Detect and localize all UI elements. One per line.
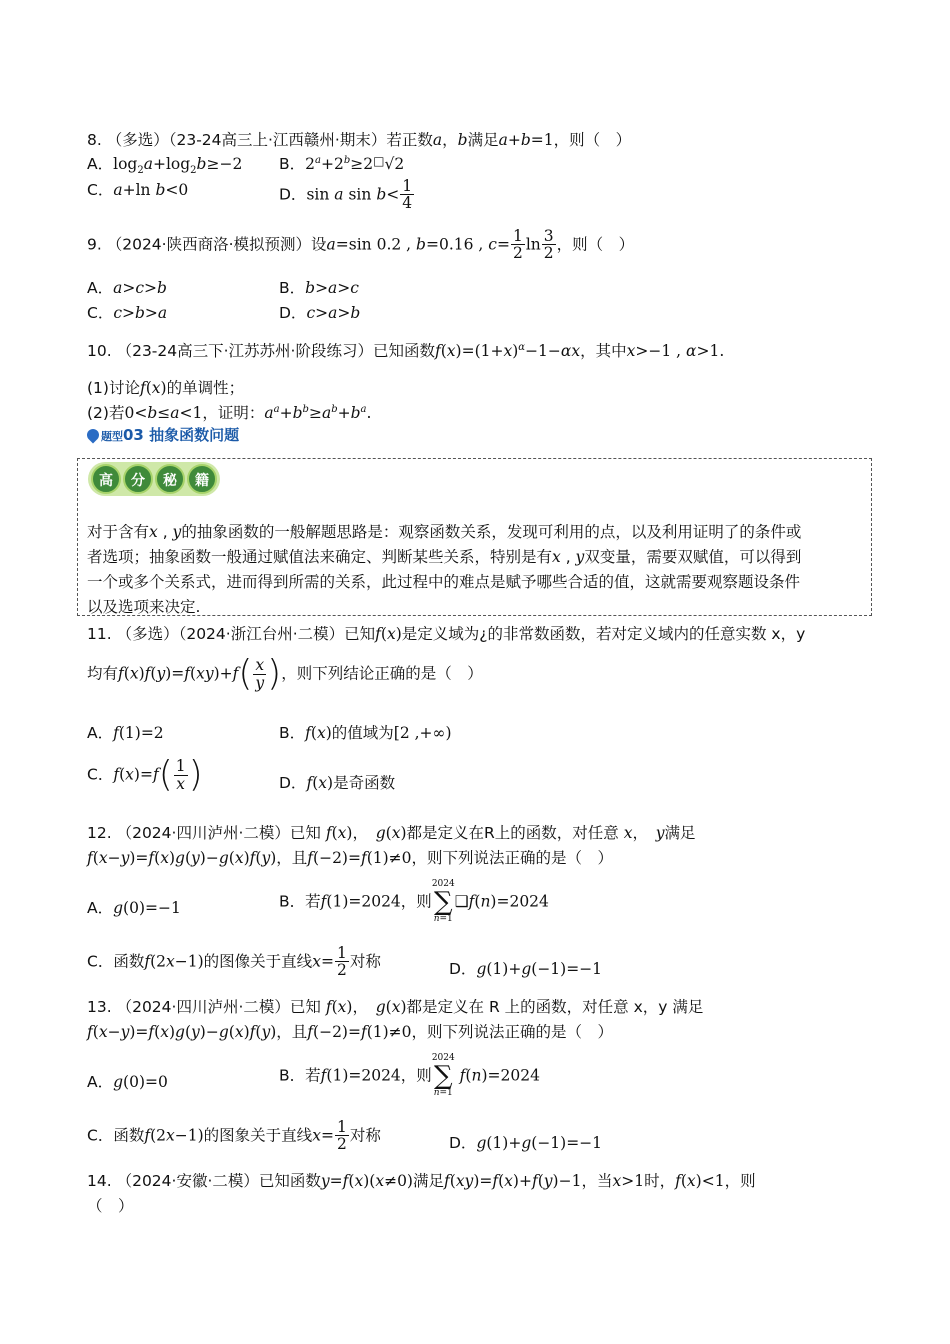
q9-option-d: D．c>a>b — [279, 304, 361, 322]
q13-option-c: C．函数f(2x−1)的图象关于直线x= $\frac{1}{2}$ 对称 — [87, 1118, 381, 1154]
badge-gao: 高 — [91, 464, 121, 494]
q10-stem: 10. （23-24高三下·江苏苏州·阶段练习）已知函数$f(x)=(1+x)^\alpha-1-\alpha x$，其中x>−1 , α>1. — [87, 342, 725, 360]
tips-line-4: 以及选项来决定. — [87, 598, 201, 616]
q9-option-b: B．b>a>c — [279, 279, 359, 297]
q12-option-b: B．若f(1)=2024，则 2024 ∑ n=1 ❑f(n)=2024 — [279, 879, 549, 924]
q12-stem-line2: f(x−y)=f(x)g(y)−g(x)f(y)，且f(−2)=f(1)≠0，则下列说法正确的是（ ） — [87, 849, 614, 867]
q8-option-b: B．$2^a+2^b\ge 2^□√2$ — [279, 154, 405, 173]
tips-line-1: 对于含有x , y的抽象函数的一般解题思路是：观察函数关系，发现可利用的点，以及利用证明了的条件或 — [87, 523, 802, 541]
q9-stem: 9. （2024·陕西商洛·模拟预测）设a=sin 0.2 , b=0.16 , c= $\frac{1}{2}$ ln $\frac{3}{2}$ ，则（ ） — [87, 227, 635, 263]
q9-option-c: C．c>b>a — [87, 304, 168, 322]
q12-option-d: D．g(1)+g(−1)=−1 — [449, 960, 603, 978]
q13-option-d: D．g(1)+g(−1)=−1 — [449, 1134, 603, 1152]
q10-part1: (1)讨论f(x)的单调性； — [87, 379, 245, 397]
badge-mi: 秘 — [155, 464, 185, 494]
location-pin-icon — [85, 427, 102, 444]
q12-stem: 12. （2024·四川泸州·二模）已知 f(x)， g(x)都是定义在R上的函数，对任意 x， y满足 — [87, 824, 696, 842]
q11-option-b: B．f(x)的值域为[2 ,+∞) — [279, 724, 452, 742]
q11-stem: 11. （多选）（2024·浙江台州·二模）已知f(x)是定义域为¿的非常数函数，若对定义域内的任意实数 x，y — [87, 625, 806, 643]
badge-fen: 分 — [123, 464, 153, 494]
q9-option-a: A．a>c>b — [87, 279, 167, 297]
section-heading: 题型03 抽象函数问题 — [87, 424, 239, 445]
q14-stem-line2: （ ） — [87, 1197, 134, 1215]
q8-option-a: A．$\log_2a+\log_2b\ge-2$ — [87, 155, 243, 176]
badge-ji: 籍 — [187, 464, 217, 494]
q8-option-d: D．sin a sin b< $\frac{1}{4}$ — [279, 177, 413, 213]
q11-option-c: C．f(x)=f( $\frac{1}{x}$ ) — [87, 754, 203, 795]
q8-option-c: C．a+ln b<0 — [87, 181, 189, 199]
q8-stem: 8. （多选）（23-24高三上·江西赣州·期末）若正数a，b满足a+b=1，则（ ） — [87, 131, 632, 149]
q14-stem: 14. （2024·安徽·二模）已知函数y=f(x)(x≠0)满足f(xy)=f(x)+f(y)−1，当x>1时，f(x)<1，则 — [87, 1172, 756, 1190]
q13-option-b: B．若f(1)=2024，则 2024 ∑ n=1 f(n)=2024 — [279, 1053, 540, 1098]
q12-option-c: C．函数f(2x−1)的图像关于直线x= $\frac{1}{2}$ 对称 — [87, 944, 381, 980]
q10-part2: (2)若0<b≤a<1，证明：$a^a+b^b\ge a^b+b^a$. — [87, 404, 372, 422]
q11-stem-line2: 均有f(x)f(y)=f(xy)+f( $\frac{x}{y}$ )，则下列结论正确的是（ ） — [87, 653, 483, 694]
q13-option-a: A．g(0)=0 — [87, 1073, 168, 1091]
tips-line-3: 一个或多个关系式，进而得到所需的关系，此过程中的难点是赋予哪些合适的值，这就需要观察题设条件 — [87, 573, 801, 591]
q12-option-a: A．g(0)=−1 — [87, 899, 181, 917]
q13-stem-line2: f(x−y)=f(x)g(y)−g(x)f(y)，且f(−2)=f(1)≠0，则下列说法正确的是（ ） — [87, 1023, 614, 1041]
tips-line-2: 者选项；抽象函数一般通过赋值法来确定、判断某些关系，特别是有x , y双变量，需要双赋值，可以得到 — [87, 548, 802, 566]
q13-stem: 13. （2024·四川泸州·二模）已知 f(x)， g(x)都是定义在 R 上的函数，对任意 x，y 满足 — [87, 998, 704, 1016]
q11-option-a: A．f(1)=2 — [87, 724, 164, 742]
q11-option-d: D．f(x)是奇函数 — [279, 774, 396, 792]
